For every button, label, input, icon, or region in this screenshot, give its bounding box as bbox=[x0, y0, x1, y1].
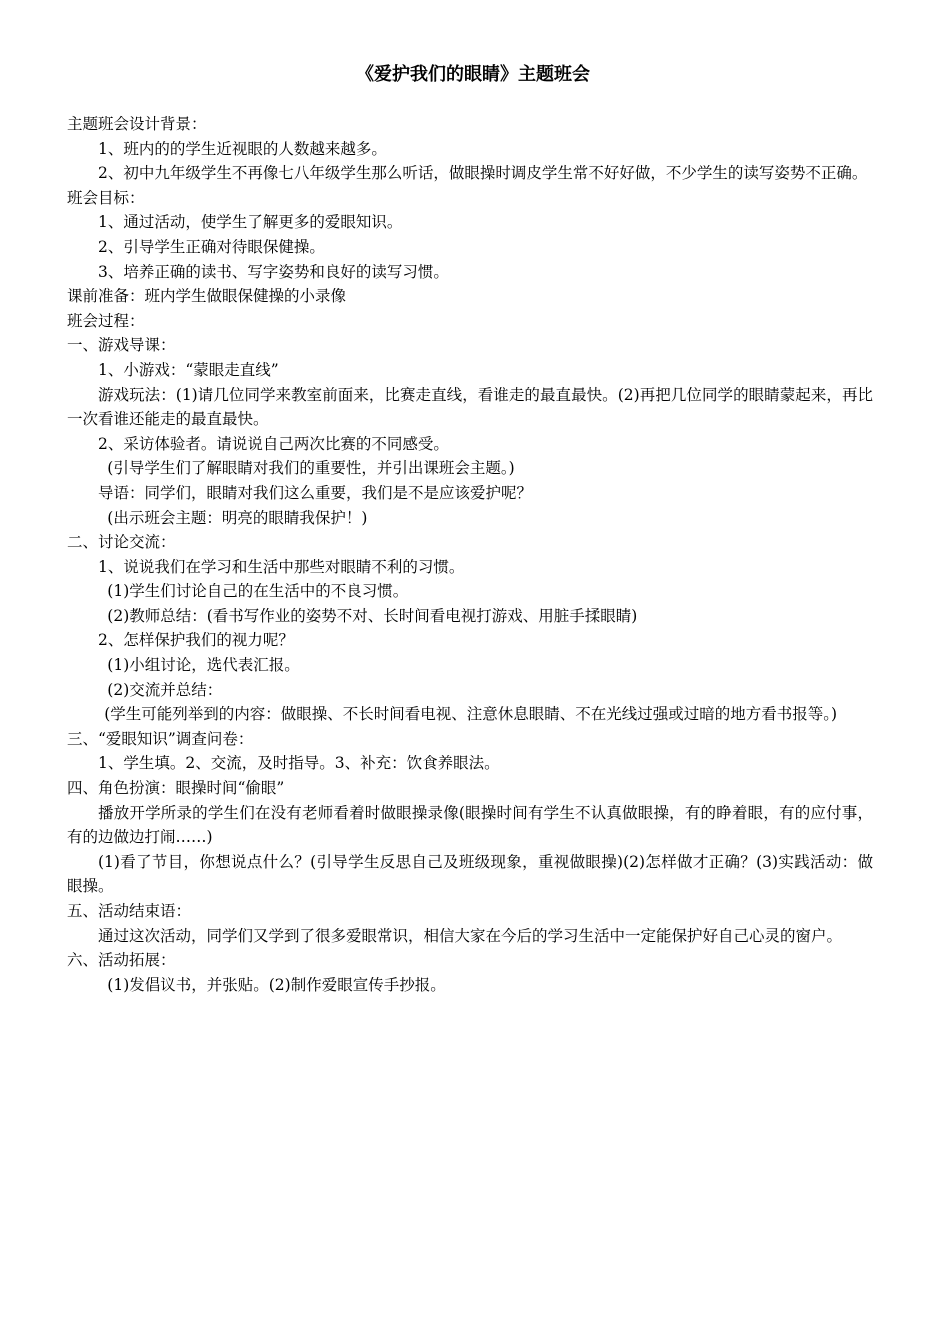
paragraph-line: 班会目标： bbox=[67, 188, 145, 207]
paragraph-line: 主题班会设计背景： bbox=[67, 115, 207, 133]
paragraph-line: 2、初中九年级学生不再像七八年级学生那么听话，做眼操时调皮学生常不好好做，不少学生的读写姿势不正确。 bbox=[98, 164, 868, 183]
paragraph-line: 1、小游戏：“蒙眼走直线” bbox=[98, 360, 279, 379]
paragraph-line: 1、班内的的学生近视眼的人数越来越多。 bbox=[98, 139, 387, 158]
paragraph-line: (2)交流并总结： bbox=[107, 680, 223, 699]
document-title: 《爱护我们的眼睛》主题班会 bbox=[356, 64, 590, 85]
paragraph-line: 2、怎样保护我们的视力呢？ bbox=[98, 631, 294, 650]
paragraph-line: 2、采访体验者。请说说自己两次比赛的不同感受。 bbox=[98, 434, 449, 453]
paragraph-line: (引导学生们了解眼睛对我们的重要性，并引出课班会主题。) bbox=[107, 459, 515, 478]
paragraph-line: 六、活动拓展： bbox=[67, 951, 176, 970]
paragraph-line: 课前准备：班内学生做眼保健操的小录像 bbox=[67, 287, 347, 306]
paragraph-line: (2)教师总结：(看书写作业的姿势不对、长时间看电视打游戏、用脏手揉眼睛) bbox=[107, 606, 638, 625]
paragraph-line: (学生可能列举到的内容：做眼操、不长时间看电视、注意休息眼睛、不在光线过强或过暗的地方看书报等。) bbox=[104, 705, 838, 724]
paragraph-line: (1)发倡议书，并张贴。(2)制作爱眼宣传手抄报。 bbox=[107, 975, 446, 994]
paragraph-line: 游戏玩法：(1)请几位同学来教室前面来，比赛走直线，看谁走的最直最快。(2)再把几位同学的眼睛蒙起来，再比一次看谁还能走的最直最快。 bbox=[67, 385, 873, 429]
paragraph-line: (1)学生们讨论自己的在生活中的不良习惯。 bbox=[107, 582, 409, 601]
paragraph-line: (1)小组讨论，选代表汇报。 bbox=[107, 656, 300, 675]
paragraph-line: 班会过程： bbox=[67, 311, 145, 330]
paragraph-line: 1、说说我们在学习和生活中那些对眼睛不利的习惯。 bbox=[98, 557, 465, 576]
paragraph-line: 导语：同学们，眼睛对我们这么重要，我们是不是应该爱护呢？ bbox=[98, 483, 533, 502]
document-body bbox=[67, 112, 873, 997]
paragraph-line: 一、游戏导课： bbox=[67, 336, 176, 355]
paragraph-line: 3、培养正确的读书、写字姿势和良好的读写习惯。 bbox=[98, 262, 449, 281]
paragraph-line: 通过这次活动，同学们又学到了很多爱眼常识，相信大家在今后的学习生活中一定能保护好自己心灵的窗户。 bbox=[98, 926, 843, 945]
paragraph-line: 五、活动结束语： bbox=[67, 902, 192, 920]
paragraph-line: 三、“爱眼知识”调查问卷： bbox=[67, 729, 254, 748]
document-page bbox=[67, 60, 873, 997]
paragraph-line: (出示班会主题：明亮的眼睛我保护！) bbox=[107, 508, 368, 527]
paragraph-line: (1)看了节目，你想说点什么？(引导学生反思自己及班级现象，重视做眼操)(2)怎样做才正确？(3)实践活动：做眼操。 bbox=[67, 852, 873, 896]
paragraph-line: 二、讨论交流： bbox=[67, 533, 176, 552]
paragraph-line: 四、角色扮演：眼操时间“偷眼” bbox=[67, 779, 285, 798]
paragraph-line: 播放开学所录的学生们在没有老师看着时做眼操录像(眼操时间有学生不认真做眼操，有的睁着眼，有的应付事，有的边做边打闹……) bbox=[67, 803, 873, 847]
paragraph-line: 1、学生填。2、交流，及时指导。3、补充：饮食养眼法。 bbox=[98, 754, 500, 773]
paragraph-line: 1、通过活动，使学生了解更多的爱眼知识。 bbox=[98, 213, 403, 232]
paragraph-line: 2、引导学生正确对待眼保健操。 bbox=[98, 237, 325, 256]
